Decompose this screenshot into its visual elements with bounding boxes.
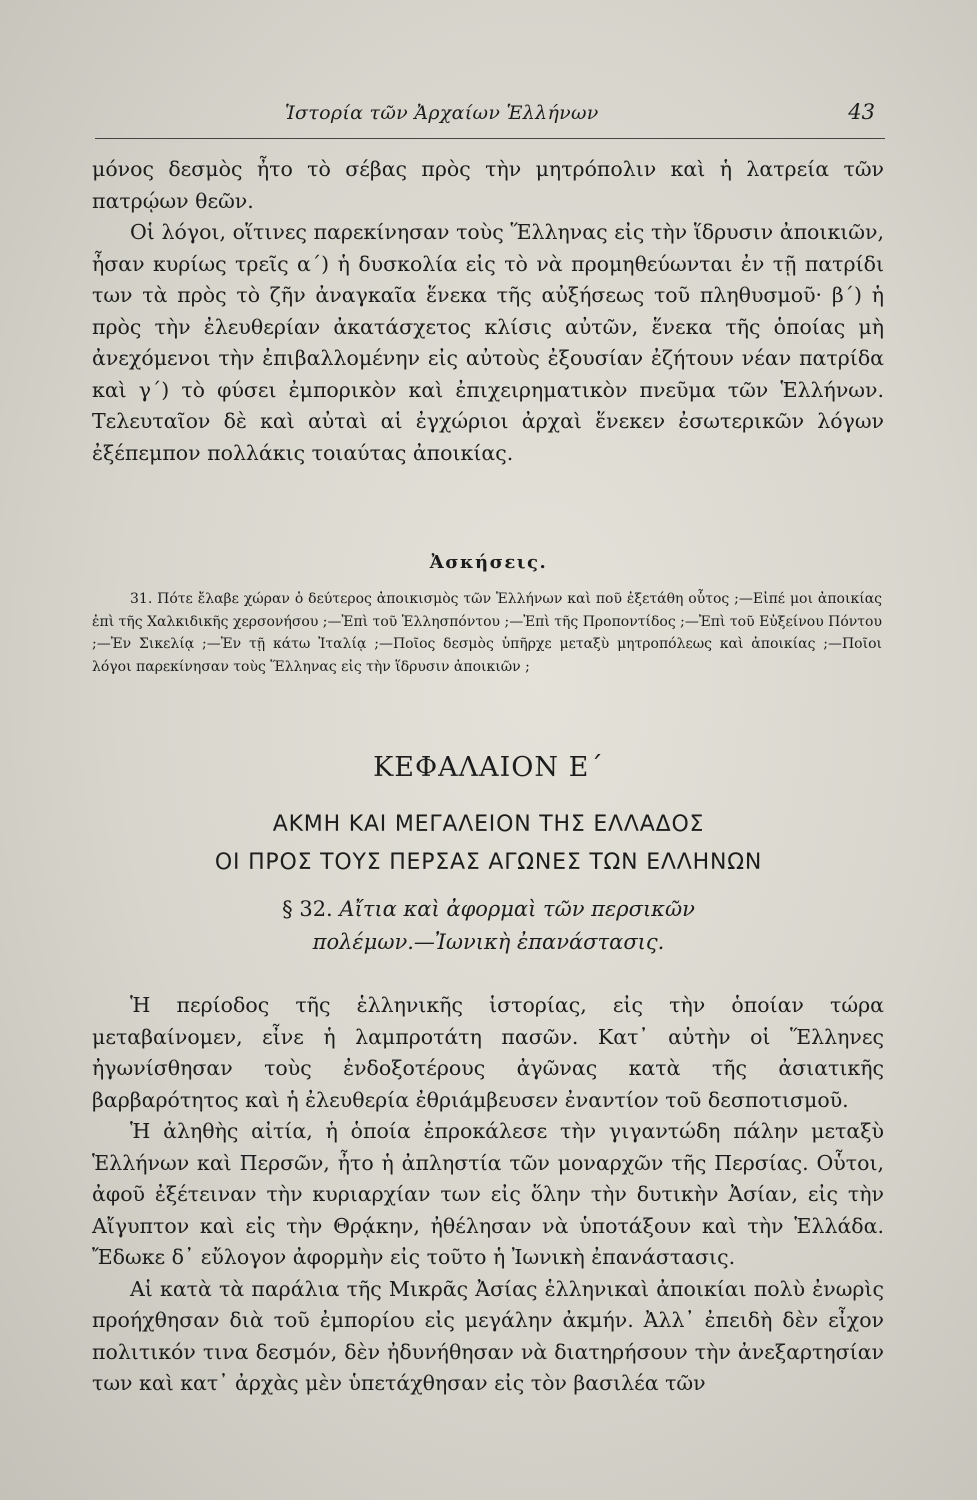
intro-text <box>92 154 884 469</box>
exercises-text: 31. Πότε ἔλαβε χώραν ὁ δεύτερος ἀποικισμὸς τῶν Ἑλλήνων καὶ ποῦ ἐξετάθη οὗτος ;—Εἰπέ μοι ἀποικίας ἐπὶ τῆς Χαλκιδικῆς χερσονήσου ;—Ἐπὶ τοῦ Ἑλλησπόντου ;—Ἐπὶ τῆς Προποντίδος ;—Ἐπὶ τοῦ Εὐξείνου Πόντου ;—Ἐν Σικελίᾳ ;—Ἐν τῇ κάτω Ἰταλίᾳ ;—Ποῖος δεσμὸς ὑπῆρχε μεταξὺ μητροπόλεως καὶ ἀποικίας ;—Ποῖοι λόγοι παρεκίνησαν τοὺς Ἕλληνας εἰς τὴν ἵδρυσιν ἀποικιῶν ; <box>92 591 882 675</box>
paragraph: μόνος δεσμὸς ἦτο τὸ σέβας πρὸς τὴν μητρόπολιν καὶ ἡ λατρεία τῶν πατρῴων θεῶν. <box>92 157 884 213</box>
running-header <box>95 98 885 139</box>
section-number: § 32. <box>282 897 333 921</box>
exercises-heading: Ἀσκήσεις. <box>429 552 548 573</box>
paragraph: Ἡ ἀληθὴς αἰτία, ἡ ὁποία ἐπροκάλεσε τὴν γιγαντώδη πάλην μεταξὺ Ἑλλήνων καὶ Περσῶν, ἦτο ἡ ἀπληστία τῶν μοναρχῶν τῆς Περσίας. Οὗτοι, ἀφοῦ ἐξέτειναν τὴν κυριαρχίαν των εἰς ὅλην τὴν δυτικὴν Ἀσίαν, εἰς τὴν Αἴγυπτον καὶ εἰς τὴν Θρᾴκην, ἠθέλησαν νὰ ὑποτάξουν καὶ τὴν Ἑλλάδα. Ἔδωκε δ᾽ εὔλογον ἀφορμὴν εἰς τοῦτο ἡ Ἰωνικὴ ἐπανάστασις. <box>92 1119 884 1269</box>
section-title-continued: πολέμων.—Ἰωνικὴ ἐπανάστασις. <box>312 930 665 954</box>
main-text <box>92 990 884 1400</box>
paragraph: Αἱ κατὰ τὰ παράλια τῆς Μικρᾶς Ἀσίας ἑλληνικαὶ ἀποικίαι πολὺ ἐνωρὶς προήχθησαν διὰ τοῦ ἐμπορίου εἰς μεγάλην ἀκμήν. Ἀλλ᾽ ἐπειδὴ δὲν εἶχον πολιτικόν τινα δεσμόν, δὲν ἠδυνήθησαν νὰ διατηρήσουν τὴν ἀνεξαρτησίαν των καὶ κατ᾽ ἀρχὰς μὲν ὑπετάχθησαν εἰς τὸν βασιλέα τῶν <box>92 1276 884 1395</box>
paragraph: Ἡ περίοδος τῆς ἑλληνικῆς ἱστορίας, εἰς τὴν ὁποίαν τώρα μεταβαίνομεν, εἶνε ἡ λαμπροτάτη πασῶν. Κατ᾽ αὐτὴν οἱ Ἕλληνες ἠγωνίσθησαν τοὺς ἐνδοξοτέρους ἀγῶνας κατὰ τῆς ἀσιατικῆς βαρβαρότητος καὶ ἡ ἐλευθερία ἐθριάμβευσεν ἐναντίον τοῦ δεσποτισμοῦ. <box>92 993 884 1112</box>
section-title: Αἴτια καὶ ἀφορμαὶ τῶν περσικῶν <box>339 897 695 921</box>
running-title: Ἱστορία τῶν Ἀρχαίων Ἑλλήνων <box>285 102 599 124</box>
page-number: 43 <box>848 100 875 124</box>
paragraph: Οἱ λόγοι, οἵτινες παρεκίνησαν τοὺς Ἕλληνας εἰς τὴν ἵδρυσιν ἀποικιῶν, ἦσαν κυρίως τρεῖς α΄) ἡ δυσκολία εἰς τὸ νὰ προμηθεύωνται ἐν τῇ πατρίδι των τὰ πρὸς τὸ ζῆν ἀναγκαῖα ἕνεκα τῆς αὐξήσεως τοῦ πληθυσμοῦ· β΄) ἡ πρὸς τὴν ἐλευθερίαν ἀκατάσχετος κλίσις αὐτῶν, ἕνεκα τῆς ὁποίας μὴ ἀνεχόμενοι τὴν ἐπιβαλλομένην εἰς αὐτοὺς ἐξουσίαν ἐζήτουν νέαν πατρίδα καὶ γ΄) τὸ φύσει ἐμπορικὸν καὶ ἐπιχειρηματικὸν πνεῦμα τῶν Ἑλλήνων. Τελευταῖον δὲ καὶ αὐταὶ αἱ ἐγχώριοι ἀρχαὶ ἕνεκεν ἐσωτερικῶν λόγων ἐξέπεμπον πολλάκις τοιαύτας ἀποικίας. <box>92 220 884 465</box>
chapter-label: ΚΕΦΑΛΑΙΟΝ Ε΄ <box>373 752 604 783</box>
chapter-subtitle: ΟΙ ΠΡΟΣ ΤΟΥΣ ΠΕΡΣΑΣ ΑΓΩΝΕΣ ΤΩΝ ΕΛΛΗΝΩΝ <box>214 850 763 875</box>
chapter-title: ΑΚΜΗ ΚΑΙ ΜΕΓΑΛΕΙΟΝ ΤΗΣ ΕΛΛΑΔΟΣ <box>272 812 705 837</box>
section-heading <box>0 893 977 959</box>
